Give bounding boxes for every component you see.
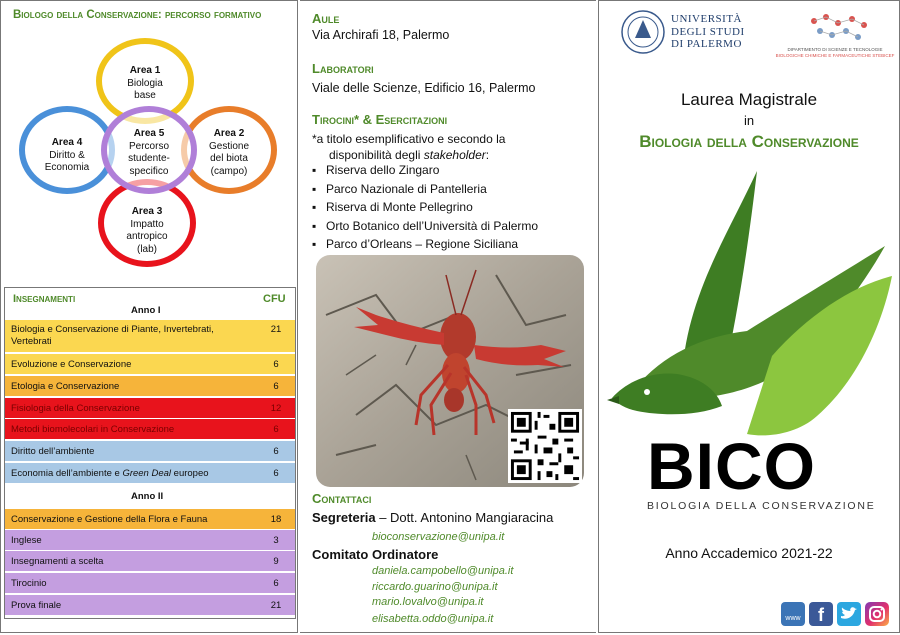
comitato-email[interactable]: mario.lovalvo@unipa.it [372,596,484,608]
table-row: Conservazione e Gestione della Flora e Fauna 18 [5,509,295,529]
table-row: Diritto dell’ambiente 6 [5,441,295,461]
degree-in: in [743,113,755,128]
aule-heading: Aule [312,11,340,26]
table-row: Metodi biomolecolari in Conservazione 6 [5,419,295,439]
table-row: Inglese 3 [5,530,295,550]
laboratori-text: Viale delle Scienze, Edificio 16, Palermo [312,81,536,95]
table-row: Biologia e Conservazione di Piante, Invertebrati, Vertebrati 21 [5,320,295,352]
area5-text: Area 5 Percorso studente- specifico [128,128,170,177]
university-name: UNIVERSITÀ DEGLI STUDI DI PALERMO [671,13,745,50]
www-icon[interactable]: www [781,602,805,626]
twitter-icon[interactable] [837,602,861,626]
contatti-heading: Contattaci [312,491,372,506]
aule-text: Via Archirafi 18, Palermo [312,28,450,42]
anno-2-label: Anno II [131,491,164,502]
instagram-icon[interactable] [865,602,889,626]
tirocini-note-1: *a titolo esemplificativo e secondo la [312,132,506,146]
list-item: ▪ Riserva dello Zingaro [312,161,538,180]
area1-text: Area 1 Biologia base [127,65,163,101]
academic-year: Anno Accademico 2021-22 [665,545,833,561]
table-row: Tirocinio 6 [5,573,295,593]
table-row: Evoluzione e Conservazione 6 [5,354,295,374]
comitato-email[interactable]: riccardo.guarino@unipa.it [372,581,498,593]
list-item: ▪ Riserva di Monte Pellegrino [312,198,538,217]
comitato-label: Comitato Ordinatore [312,547,439,562]
tirocini-list [312,161,538,254]
list-item: ▪ Parco Nazionale di Pantelleria [312,180,538,199]
list-item: ▪ Orto Botanico dell’Università di Palermo [312,217,538,236]
degree-name: Biologia della Conservazione [639,132,859,151]
comitato-email[interactable]: elisabetta.oddo@unipa.it [372,613,494,625]
qr-code [508,409,582,483]
anno-1-label: Anno I [131,305,161,316]
table-header-insegnamenti: Insegnamenti [13,293,76,305]
swallow-logo-icon [607,166,895,451]
panel-cover [598,0,900,633]
area2-text: Area 2 Gestione del biota (campo) [208,128,250,177]
table-row: Economia dell’ambiente e Green Deal europeo 6 [5,463,295,483]
university-seal-icon [621,10,665,54]
table-row: Fisiologia della Conservazione 12 [5,398,295,418]
tirocini-note-2: disponibilità degli stakeholder: [329,148,490,162]
department-name: DIPARTIMENTO DI SCIENZE E TECNOLOGIE BIOLOGICHE CHIMICHE E FARMACEUTICHE STEBICEF [775,47,895,58]
table-row: Insegnamenti a scelta 9 [5,551,295,571]
segreteria-email[interactable]: bioconservazione@unipa.it [372,531,505,543]
panel-percorso [0,0,298,633]
department-logo-icon [804,11,874,43]
area3-text: Area 3 Impatto antropico (lab) [126,206,168,255]
panel-info [300,0,596,633]
bico-logo-text: BICO [647,429,816,503]
tirocini-heading: Tirocini* & Esercitazioni [312,112,448,127]
facebook-icon[interactable]: f [809,602,833,626]
area4-text: Area 4 Diritto & Economia [44,137,90,173]
list-item: ▪ Parco d’Orleans – Regione Siciliana [312,235,538,254]
table-row: Prova finale 21 [5,595,295,615]
table-row: Etologia e Conservazione 6 [5,376,295,396]
laboratori-heading: Laboratori [312,61,374,76]
segreteria-line: Segreteria – Dott. Antonino Mangiaracina [312,510,554,525]
bico-logo-subtext: BIOLOGIA DELLA CONSERVAZIONE [647,500,876,512]
percorso-title: Biologo della Conservazione: percorso formativo [13,9,262,21]
degree-type: Laurea Magistrale [680,90,818,109]
table-header-cfu: CFU [263,293,286,305]
comitato-email[interactable]: daniela.campobello@unipa.it [372,565,514,577]
